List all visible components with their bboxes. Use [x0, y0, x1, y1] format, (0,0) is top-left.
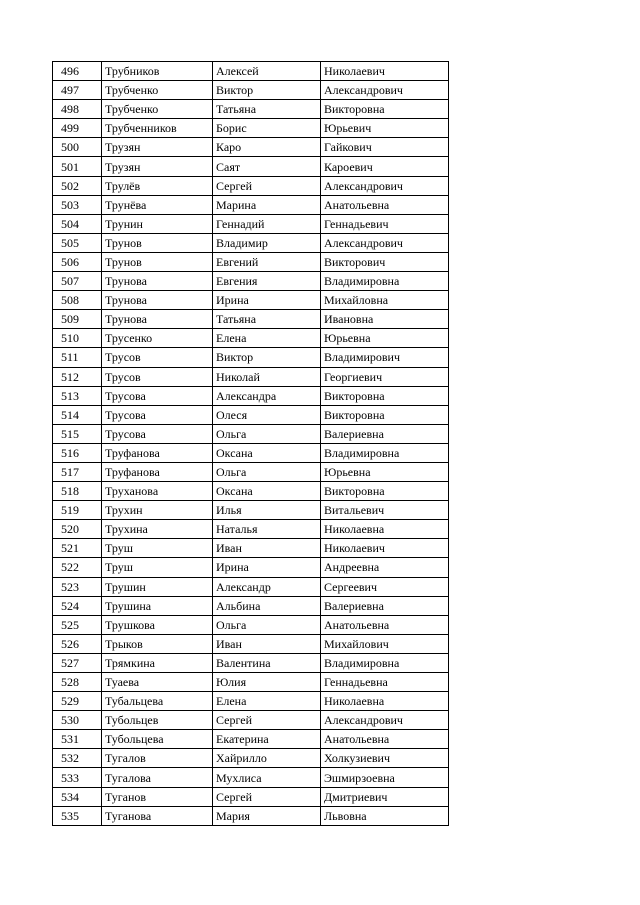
names-table	[52, 61, 449, 826]
first-name-cell: Хайрилло	[213, 749, 321, 768]
row-number-cell: 522	[53, 558, 102, 577]
first-name-cell: Елена	[213, 329, 321, 348]
table-row	[53, 482, 449, 501]
first-name-cell: Мухлиса	[213, 768, 321, 787]
last-name-cell: Труш	[102, 539, 213, 558]
patronymic-cell: Михайлович	[321, 634, 449, 653]
last-name-cell: Тугалова	[102, 768, 213, 787]
patronymic-cell: Анатольевна	[321, 195, 449, 214]
patronymic-cell: Дмитриевич	[321, 787, 449, 806]
patronymic-cell: Викторовна	[321, 482, 449, 501]
patronymic-cell: Кароевич	[321, 157, 449, 176]
row-number-cell: 501	[53, 157, 102, 176]
row-number-cell: 525	[53, 615, 102, 634]
last-name-cell: Тугалов	[102, 749, 213, 768]
table-row	[53, 272, 449, 291]
row-number-cell: 524	[53, 596, 102, 615]
row-number-cell: 505	[53, 233, 102, 252]
last-name-cell: Трунова	[102, 291, 213, 310]
table-row	[53, 233, 449, 252]
last-name-cell: Туаева	[102, 673, 213, 692]
first-name-cell: Валентина	[213, 653, 321, 672]
table-row	[53, 768, 449, 787]
patronymic-cell: Юрьевич	[321, 119, 449, 138]
row-number-cell: 500	[53, 138, 102, 157]
patronymic-cell: Львовна	[321, 806, 449, 825]
table-row	[53, 520, 449, 539]
last-name-cell: Трубченко	[102, 81, 213, 100]
first-name-cell: Иван	[213, 634, 321, 653]
row-number-cell: 518	[53, 482, 102, 501]
patronymic-cell: Николаевна	[321, 692, 449, 711]
patronymic-cell: Викторовна	[321, 405, 449, 424]
table-row	[53, 673, 449, 692]
first-name-cell: Мария	[213, 806, 321, 825]
last-name-cell: Трухин	[102, 501, 213, 520]
last-name-cell: Туганова	[102, 806, 213, 825]
table-row	[53, 634, 449, 653]
names-table-body	[53, 62, 449, 826]
patronymic-cell: Гайкович	[321, 138, 449, 157]
table-row	[53, 577, 449, 596]
table-row	[53, 367, 449, 386]
table-row	[53, 310, 449, 329]
patronymic-cell: Андреевна	[321, 558, 449, 577]
first-name-cell: Каро	[213, 138, 321, 157]
last-name-cell: Труфанова	[102, 462, 213, 481]
first-name-cell: Илья	[213, 501, 321, 520]
table-row	[53, 100, 449, 119]
patronymic-cell: Викторовна	[321, 386, 449, 405]
first-name-cell: Оксана	[213, 443, 321, 462]
last-name-cell: Трунов	[102, 252, 213, 271]
patronymic-cell: Владимирович	[321, 348, 449, 367]
row-number-cell: 515	[53, 424, 102, 443]
row-number-cell: 527	[53, 653, 102, 672]
row-number-cell: 533	[53, 768, 102, 787]
table-row	[53, 386, 449, 405]
first-name-cell: Виктор	[213, 348, 321, 367]
patronymic-cell: Ивановна	[321, 310, 449, 329]
row-number-cell: 511	[53, 348, 102, 367]
patronymic-cell: Валериевна	[321, 596, 449, 615]
patronymic-cell: Валериевна	[321, 424, 449, 443]
row-number-cell: 534	[53, 787, 102, 806]
first-name-cell: Альбина	[213, 596, 321, 615]
row-number-cell: 509	[53, 310, 102, 329]
first-name-cell: Сергей	[213, 787, 321, 806]
row-number-cell: 535	[53, 806, 102, 825]
patronymic-cell: Владимировна	[321, 653, 449, 672]
last-name-cell: Трусов	[102, 367, 213, 386]
last-name-cell: Трусенко	[102, 329, 213, 348]
row-number-cell: 506	[53, 252, 102, 271]
patronymic-cell: Геннадьевич	[321, 214, 449, 233]
table-row	[53, 615, 449, 634]
last-name-cell: Трусов	[102, 348, 213, 367]
row-number-cell: 508	[53, 291, 102, 310]
first-name-cell: Елена	[213, 692, 321, 711]
patronymic-cell: Геннадьевна	[321, 673, 449, 692]
table-row	[53, 157, 449, 176]
patronymic-cell: Анатольевна	[321, 730, 449, 749]
last-name-cell: Трыков	[102, 634, 213, 653]
first-name-cell: Геннадий	[213, 214, 321, 233]
first-name-cell: Наталья	[213, 520, 321, 539]
first-name-cell: Олеся	[213, 405, 321, 424]
last-name-cell: Трубченников	[102, 119, 213, 138]
row-number-cell: 497	[53, 81, 102, 100]
first-name-cell: Евгения	[213, 272, 321, 291]
row-number-cell: 519	[53, 501, 102, 520]
first-name-cell: Александра	[213, 386, 321, 405]
row-number-cell: 502	[53, 176, 102, 195]
patronymic-cell: Владимировна	[321, 443, 449, 462]
table-row	[53, 138, 449, 157]
first-name-cell: Марина	[213, 195, 321, 214]
table-row	[53, 119, 449, 138]
last-name-cell: Трубченко	[102, 100, 213, 119]
row-number-cell: 512	[53, 367, 102, 386]
first-name-cell: Сергей	[213, 176, 321, 195]
first-name-cell: Владимир	[213, 233, 321, 252]
row-number-cell: 496	[53, 62, 102, 81]
first-name-cell: Саят	[213, 157, 321, 176]
patronymic-cell: Холкузиевич	[321, 749, 449, 768]
patronymic-cell: Викторович	[321, 252, 449, 271]
last-name-cell: Тубальцева	[102, 692, 213, 711]
last-name-cell: Трузян	[102, 138, 213, 157]
patronymic-cell: Анатольевна	[321, 615, 449, 634]
patronymic-cell: Эшмирзоевна	[321, 768, 449, 787]
last-name-cell: Трунова	[102, 310, 213, 329]
first-name-cell: Евгений	[213, 252, 321, 271]
table-row	[53, 81, 449, 100]
table-row	[53, 443, 449, 462]
last-name-cell: Туганов	[102, 787, 213, 806]
first-name-cell: Ольга	[213, 424, 321, 443]
table-row	[53, 405, 449, 424]
last-name-cell: Труш	[102, 558, 213, 577]
first-name-cell: Оксана	[213, 482, 321, 501]
row-number-cell: 503	[53, 195, 102, 214]
first-name-cell: Ирина	[213, 558, 321, 577]
patronymic-cell: Александрович	[321, 176, 449, 195]
patronymic-cell: Николаевич	[321, 539, 449, 558]
row-number-cell: 513	[53, 386, 102, 405]
row-number-cell: 530	[53, 711, 102, 730]
table-row	[53, 214, 449, 233]
row-number-cell: 531	[53, 730, 102, 749]
first-name-cell: Ольга	[213, 615, 321, 634]
last-name-cell: Трунов	[102, 233, 213, 252]
table-row	[53, 62, 449, 81]
table-row	[53, 501, 449, 520]
patronymic-cell: Николаевич	[321, 62, 449, 81]
table-row	[53, 252, 449, 271]
table-row	[53, 539, 449, 558]
last-name-cell: Тубольцев	[102, 711, 213, 730]
last-name-cell: Трухина	[102, 520, 213, 539]
row-number-cell: 514	[53, 405, 102, 424]
first-name-cell: Иван	[213, 539, 321, 558]
table-row	[53, 711, 449, 730]
row-number-cell: 520	[53, 520, 102, 539]
first-name-cell: Виктор	[213, 81, 321, 100]
table-row	[53, 806, 449, 825]
patronymic-cell: Владимировна	[321, 272, 449, 291]
last-name-cell: Трубников	[102, 62, 213, 81]
table-row	[53, 730, 449, 749]
row-number-cell: 529	[53, 692, 102, 711]
patronymic-cell: Юрьевна	[321, 462, 449, 481]
first-name-cell: Юлия	[213, 673, 321, 692]
patronymic-cell: Витальевич	[321, 501, 449, 520]
first-name-cell: Ирина	[213, 291, 321, 310]
first-name-cell: Сергей	[213, 711, 321, 730]
table-row	[53, 329, 449, 348]
first-name-cell: Екатерина	[213, 730, 321, 749]
last-name-cell: Трушина	[102, 596, 213, 615]
last-name-cell: Трунин	[102, 214, 213, 233]
row-number-cell: 532	[53, 749, 102, 768]
patronymic-cell: Александрович	[321, 233, 449, 252]
row-number-cell: 498	[53, 100, 102, 119]
patronymic-cell: Сергеевич	[321, 577, 449, 596]
row-number-cell: 526	[53, 634, 102, 653]
last-name-cell: Трямкина	[102, 653, 213, 672]
table-row	[53, 424, 449, 443]
table-row	[53, 462, 449, 481]
last-name-cell: Трунёва	[102, 195, 213, 214]
first-name-cell: Алексей	[213, 62, 321, 81]
row-number-cell: 523	[53, 577, 102, 596]
last-name-cell: Труфанова	[102, 443, 213, 462]
table-row	[53, 558, 449, 577]
table-row	[53, 749, 449, 768]
patronymic-cell: Юрьевна	[321, 329, 449, 348]
first-name-cell: Ольга	[213, 462, 321, 481]
table-row	[53, 195, 449, 214]
last-name-cell: Трушкова	[102, 615, 213, 634]
last-name-cell: Трусова	[102, 405, 213, 424]
table-row	[53, 176, 449, 195]
patronymic-cell: Георгиевич	[321, 367, 449, 386]
patronymic-cell: Михайловна	[321, 291, 449, 310]
row-number-cell: 517	[53, 462, 102, 481]
last-name-cell: Трусова	[102, 386, 213, 405]
last-name-cell: Трулёв	[102, 176, 213, 195]
row-number-cell: 510	[53, 329, 102, 348]
row-number-cell: 516	[53, 443, 102, 462]
patronymic-cell: Викторовна	[321, 100, 449, 119]
first-name-cell: Николай	[213, 367, 321, 386]
first-name-cell: Татьяна	[213, 310, 321, 329]
patronymic-cell: Александрович	[321, 81, 449, 100]
last-name-cell: Трунова	[102, 272, 213, 291]
row-number-cell: 504	[53, 214, 102, 233]
last-name-cell: Труханова	[102, 482, 213, 501]
first-name-cell: Борис	[213, 119, 321, 138]
table-row	[53, 596, 449, 615]
first-name-cell: Татьяна	[213, 100, 321, 119]
row-number-cell: 528	[53, 673, 102, 692]
last-name-cell: Тубольцева	[102, 730, 213, 749]
table-row	[53, 787, 449, 806]
row-number-cell: 499	[53, 119, 102, 138]
patronymic-cell: Александрович	[321, 711, 449, 730]
table-row	[53, 653, 449, 672]
table-row	[53, 291, 449, 310]
table-row	[53, 692, 449, 711]
last-name-cell: Трусова	[102, 424, 213, 443]
table-row	[53, 348, 449, 367]
row-number-cell: 521	[53, 539, 102, 558]
first-name-cell: Александр	[213, 577, 321, 596]
patronymic-cell: Николаевна	[321, 520, 449, 539]
last-name-cell: Трушин	[102, 577, 213, 596]
last-name-cell: Трузян	[102, 157, 213, 176]
row-number-cell: 507	[53, 272, 102, 291]
